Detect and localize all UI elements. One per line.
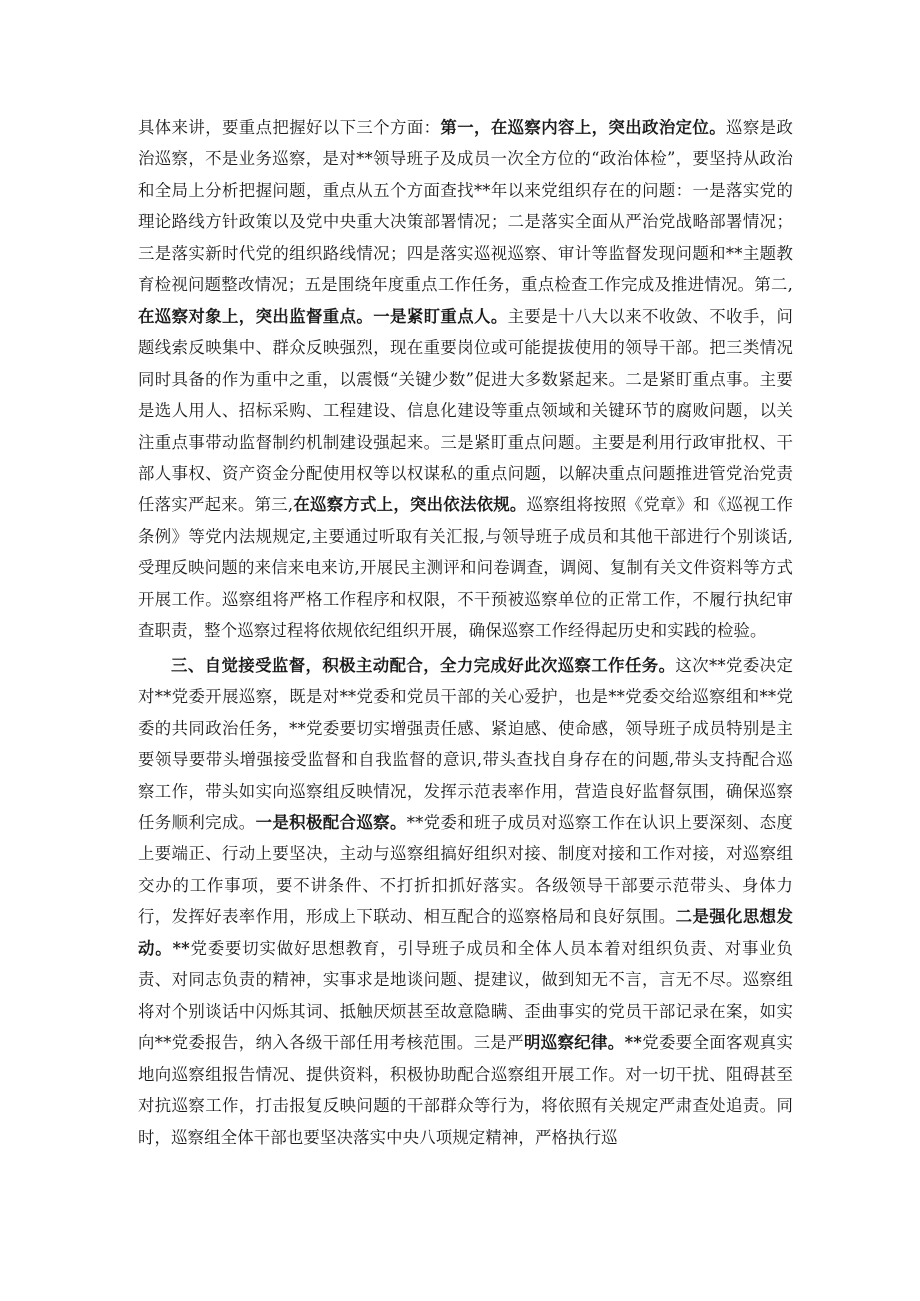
text-run: 主要是十八大以来不收敛、不收手，问题线索反映集中、群众反映强烈，现在重要岗位或可能提拔使用的领导干部。把三类情况同时具备的作为重中之重，以震慑“关键少数”促进大多数紧起来。二是紧盯重点事。主要是选人用人、招标采购、工程建设、信息化建设等重点领域和关键环节的腐败问题，以关注重点事带动监督制约机制建设强起来。三是紧盯重点问题。主要是利用行政审批权、干部人事权、资产资金分配使用权等以权谋私的重点问题，以解决重点问题推进管党治党责任落实严起来。第三, [138, 306, 793, 515]
text-run: 具体来讲，要重点把握好以下三个方面： [138, 118, 441, 137]
text-run: **党委和班子成员对巡察工作在认识上要深刻、态度上要端正、行动上要坚决，主动与巡察组搞好组织对接、制度对接和工作对接，对巡察组交办的工作事项，要不讲条件、不打折扣抓好落实。各级领导干部要示范带头、身体力行，发挥好表率作用，形成上下联动、相互配合的巡察格局和良好氛围。 [138, 812, 793, 927]
text-run: 党委要全面客观真实地向巡察组报告情况、提供资料，积极协助配合巡察组开展工作。对一切干扰、阻碍甚至对抗巡察工作，打击报复反映问题的干部群众等行为，将依照有关规定严肃查处追责。同时，巡察组全体干部也要坚决落实中央八项规定精神，严格执行巡 [138, 1033, 793, 1147]
bold-heading-content-focus: 第一，在巡察内容上，突出政治定位。 [440, 118, 727, 137]
paragraph-accept-supervision [138, 650, 793, 1153]
bold-heading-object-focus: 在巡察对象上，突出监督重点。一是紧盯重点人。 [138, 306, 508, 326]
bold-heading-cooperate: 一是积极配合巡察。 [255, 812, 407, 832]
text-run: 党委要切实做好思想教育，引导班子成员和全体人员本着对组织负责、对事业负责、对同志负责的精神，实事求是地谈问题、提建议，做到知无不言，言无不尽。巡察组将对个别谈话中闪烁其词、抵触厌烦甚至故意隐瞒、歪曲事实的党员干部记录在案，如实向**党委报告，纳入各级干部任用考核范围。三是严 [138, 938, 793, 1053]
paragraph-inspection-focus [138, 112, 793, 647]
bold-heading-mobilize: 二是强化思想发动。** [138, 907, 793, 958]
document-body [138, 112, 793, 1153]
bold-heading-method-focus: 在巡察方式上，突出依法依规。 [293, 495, 527, 515]
bold-heading-discipline: 明巡察纪律。** [523, 1033, 643, 1053]
text-run: 巡察是政治巡察，不是业务巡察，是对**领导班子及成员一次全方位的“政治体检”，要坚持从政治和全局上分析把握问题，重点从五个方面查找**年以来党组织存在的问题：一是落实党的理论路线方针政策以及党中央重大决策部署情况；二是落实全面从严治党战略部署情况；三是落实新时代党的组织路线情况；四是落实巡视巡察、审计等监督发现问题和**主题教育检视问题整改情况；五是围绕年度重点工作任务，重点检查工作完成及推进情况。第二, [138, 118, 793, 295]
text-run: 巡察组将按照《党章》和《巡视工作条例》等党内法规规定,主要通过听取有关汇报,与领导班子成员和其他干部进行个别谈话,受理反映问题的来信来电来访,开展民主测评和问卷调查，调阅、复制有关文件资料等方式开展工作。巡察组将严格工作程序和权限，不干预被巡察单位的正常工作，不履行执纪审查职责，整个巡察过程将依规依纪组织开展，确保巡察工作经得起历史和实践的检验。 [138, 495, 793, 641]
section-heading-three: 三、自觉接受监督，积极主动配合，全力完成好此次巡察工作任务。 [171, 655, 676, 675]
text-run: 这次**党委决定对**党委开展巡察，既是对**党委和党员干部的关心爱护，也是**党委交给巡察组和**党委的共同政治任务，**党委要切实增强责任感、紧迫感、使命感，领导班子成员特别是主要领导要带头增强接受监督和自我监督的意识,带头查找自身存在的问题,带头支持配合巡察工作，带头如实向巡察组反映情况，发挥示范表率作用，营造良好监督氛围，确保巡察任务顺利完成。 [138, 655, 793, 832]
